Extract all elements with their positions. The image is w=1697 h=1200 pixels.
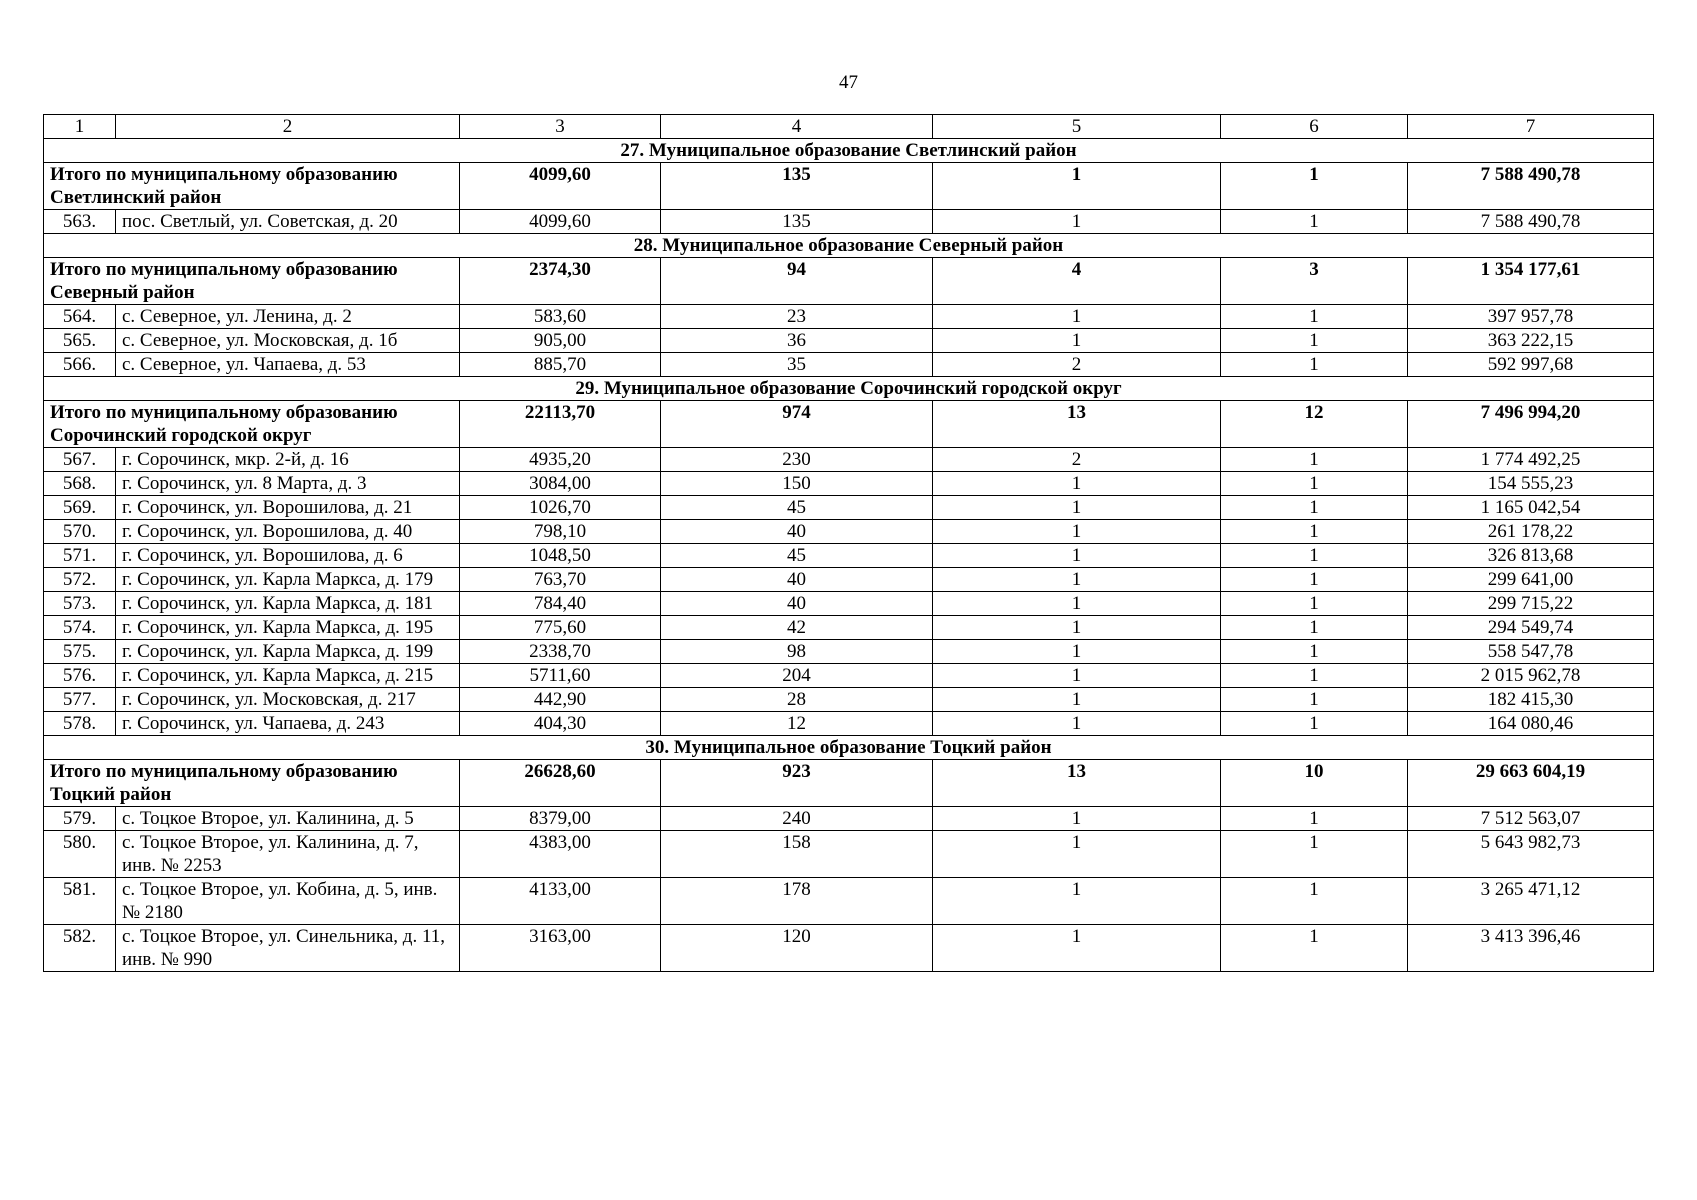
table-row — [44, 496, 1654, 520]
row-c3: 905,00 — [460, 329, 661, 353]
table-row — [44, 210, 1654, 234]
row-address: с. Северное, ул. Чапаева, д. 53 — [116, 353, 460, 377]
row-number: 581. — [44, 878, 116, 925]
table-row — [44, 878, 1654, 925]
row-c6: 1 — [1221, 568, 1408, 592]
total-c6: 1 — [1221, 163, 1408, 210]
row-c4: 98 — [661, 640, 933, 664]
section-title-row — [44, 736, 1654, 760]
row-number: 564. — [44, 305, 116, 329]
row-c7: 3 265 471,12 — [1408, 878, 1654, 925]
row-number: 568. — [44, 472, 116, 496]
section-title: 29. Муниципальное образование Сорочинский городской округ — [44, 377, 1654, 401]
row-number: 571. — [44, 544, 116, 568]
row-c7: 2 015 962,78 — [1408, 664, 1654, 688]
row-number: 565. — [44, 329, 116, 353]
row-c6: 1 — [1221, 329, 1408, 353]
total-c6: 3 — [1221, 258, 1408, 305]
row-address: г. Сорочинск, ул. Карла Маркса, д. 215 — [116, 664, 460, 688]
row-c7: 363 222,15 — [1408, 329, 1654, 353]
row-c7: 7 588 490,78 — [1408, 210, 1654, 234]
row-c4: 40 — [661, 592, 933, 616]
column-header-6: 6 — [1221, 115, 1408, 139]
row-c7: 592 997,68 — [1408, 353, 1654, 377]
row-c7: 5 643 982,73 — [1408, 831, 1654, 878]
row-number: 579. — [44, 807, 116, 831]
total-c7: 29 663 604,19 — [1408, 760, 1654, 807]
row-address: г. Сорочинск, мкр. 2-й, д. 16 — [116, 448, 460, 472]
registry-table-body — [44, 115, 1654, 972]
row-c6: 1 — [1221, 496, 1408, 520]
row-number: 566. — [44, 353, 116, 377]
table-row — [44, 640, 1654, 664]
row-c5: 1 — [933, 664, 1221, 688]
table-row — [44, 472, 1654, 496]
total-c6: 10 — [1221, 760, 1408, 807]
row-c6: 1 — [1221, 831, 1408, 878]
row-address: с. Тоцкое Второе, ул. Калинина, д. 5 — [116, 807, 460, 831]
table-row — [44, 305, 1654, 329]
table-row — [44, 520, 1654, 544]
row-c4: 135 — [661, 210, 933, 234]
total-c4: 135 — [661, 163, 933, 210]
row-c7: 1 774 492,25 — [1408, 448, 1654, 472]
row-c4: 178 — [661, 878, 933, 925]
row-c6: 1 — [1221, 640, 1408, 664]
total-c5: 13 — [933, 401, 1221, 448]
total-c3: 2374,30 — [460, 258, 661, 305]
row-c5: 1 — [933, 305, 1221, 329]
row-c5: 1 — [933, 544, 1221, 568]
column-header-1: 1 — [44, 115, 116, 139]
row-c6: 1 — [1221, 878, 1408, 925]
row-c3: 3084,00 — [460, 472, 661, 496]
row-c3: 5711,60 — [460, 664, 661, 688]
section-total-row — [44, 258, 1654, 305]
table-row — [44, 448, 1654, 472]
row-c3: 775,60 — [460, 616, 661, 640]
row-address: с. Северное, ул. Московская, д. 1б — [116, 329, 460, 353]
total-c3: 4099,60 — [460, 163, 661, 210]
row-address: г. Сорочинск, ул. Карла Маркса, д. 195 — [116, 616, 460, 640]
total-c4: 94 — [661, 258, 933, 305]
row-c6: 1 — [1221, 664, 1408, 688]
total-label: Итого по муниципальному образованию Сорочинский городской округ — [44, 401, 460, 448]
total-label: Итого по муниципальному образованию Светлинский район — [44, 163, 460, 210]
row-c7: 299 641,00 — [1408, 568, 1654, 592]
table-row — [44, 329, 1654, 353]
row-c4: 230 — [661, 448, 933, 472]
section-title: 28. Муниципальное образование Северный район — [44, 234, 1654, 258]
row-c5: 2 — [933, 353, 1221, 377]
row-c3: 2338,70 — [460, 640, 661, 664]
row-c5: 1 — [933, 640, 1221, 664]
row-c6: 1 — [1221, 305, 1408, 329]
total-label: Итого по муниципальному образованию Северный район — [44, 258, 460, 305]
row-c3: 4133,00 — [460, 878, 661, 925]
row-c3: 784,40 — [460, 592, 661, 616]
table-row — [44, 568, 1654, 592]
row-c4: 28 — [661, 688, 933, 712]
row-c3: 1048,50 — [460, 544, 661, 568]
column-header-5: 5 — [933, 115, 1221, 139]
row-address: г. Сорочинск, ул. 8 Марта, д. 3 — [116, 472, 460, 496]
section-title: 30. Муниципальное образование Тоцкий район — [44, 736, 1654, 760]
row-c7: 294 549,74 — [1408, 616, 1654, 640]
column-header-3: 3 — [460, 115, 661, 139]
row-c4: 120 — [661, 925, 933, 972]
row-c6: 1 — [1221, 688, 1408, 712]
row-c3: 4383,00 — [460, 831, 661, 878]
row-number: 572. — [44, 568, 116, 592]
row-c6: 1 — [1221, 925, 1408, 972]
total-c5: 1 — [933, 163, 1221, 210]
row-address: с. Тоцкое Второе, ул. Калинина, д. 7, инв. № 2253 — [116, 831, 460, 878]
column-header-7: 7 — [1408, 115, 1654, 139]
row-c5: 1 — [933, 688, 1221, 712]
row-number: 563. — [44, 210, 116, 234]
page-number: 47 — [839, 72, 858, 93]
row-address: г. Сорочинск, ул. Ворошилова, д. 6 — [116, 544, 460, 568]
row-c4: 35 — [661, 353, 933, 377]
row-c5: 1 — [933, 925, 1221, 972]
row-c6: 1 — [1221, 592, 1408, 616]
row-c5: 1 — [933, 616, 1221, 640]
total-c4: 923 — [661, 760, 933, 807]
row-c7: 3 413 396,46 — [1408, 925, 1654, 972]
row-c5: 1 — [933, 329, 1221, 353]
total-c5: 13 — [933, 760, 1221, 807]
table-row — [44, 807, 1654, 831]
row-c5: 1 — [933, 878, 1221, 925]
row-c4: 45 — [661, 496, 933, 520]
row-c4: 23 — [661, 305, 933, 329]
row-c4: 36 — [661, 329, 933, 353]
row-c7: 299 715,22 — [1408, 592, 1654, 616]
row-address: г. Сорочинск, ул. Карла Маркса, д. 199 — [116, 640, 460, 664]
row-c6: 1 — [1221, 520, 1408, 544]
row-number: 576. — [44, 664, 116, 688]
section-total-row — [44, 401, 1654, 448]
table-row — [44, 688, 1654, 712]
row-c5: 1 — [933, 592, 1221, 616]
total-label: Итого по муниципальному образованию Тоцкий район — [44, 760, 460, 807]
row-address: с. Северное, ул. Ленина, д. 2 — [116, 305, 460, 329]
section-title-row — [44, 139, 1654, 163]
row-c6: 1 — [1221, 472, 1408, 496]
row-number: 575. — [44, 640, 116, 664]
column-header-4: 4 — [661, 115, 933, 139]
row-c4: 158 — [661, 831, 933, 878]
table-row — [44, 712, 1654, 736]
row-number: 574. — [44, 616, 116, 640]
row-address: г. Сорочинск, ул. Карла Маркса, д. 181 — [116, 592, 460, 616]
row-c4: 204 — [661, 664, 933, 688]
total-c4: 974 — [661, 401, 933, 448]
row-c3: 8379,00 — [460, 807, 661, 831]
section-title-row — [44, 377, 1654, 401]
row-c7: 182 415,30 — [1408, 688, 1654, 712]
row-c3: 583,60 — [460, 305, 661, 329]
row-c3: 885,70 — [460, 353, 661, 377]
section-total-row — [44, 760, 1654, 807]
row-c5: 2 — [933, 448, 1221, 472]
row-number: 578. — [44, 712, 116, 736]
row-c3: 4099,60 — [460, 210, 661, 234]
row-address: г. Сорочинск, ул. Московская, д. 217 — [116, 688, 460, 712]
row-c6: 1 — [1221, 210, 1408, 234]
row-c7: 154 555,23 — [1408, 472, 1654, 496]
row-c5: 1 — [933, 807, 1221, 831]
row-c3: 3163,00 — [460, 925, 661, 972]
row-address: г. Сорочинск, ул. Чапаева, д. 243 — [116, 712, 460, 736]
total-c7: 1 354 177,61 — [1408, 258, 1654, 305]
total-c6: 12 — [1221, 401, 1408, 448]
row-c4: 240 — [661, 807, 933, 831]
table-row — [44, 592, 1654, 616]
row-c5: 1 — [933, 520, 1221, 544]
table-row — [44, 616, 1654, 640]
row-c5: 1 — [933, 472, 1221, 496]
row-address: пос. Светлый, ул. Советская, д. 20 — [116, 210, 460, 234]
row-c3: 1026,70 — [460, 496, 661, 520]
total-c3: 22113,70 — [460, 401, 661, 448]
table-row — [44, 664, 1654, 688]
table-row — [44, 831, 1654, 878]
row-c6: 1 — [1221, 544, 1408, 568]
row-number: 577. — [44, 688, 116, 712]
row-c7: 558 547,78 — [1408, 640, 1654, 664]
row-number: 580. — [44, 831, 116, 878]
total-c7: 7 588 490,78 — [1408, 163, 1654, 210]
table-row — [44, 353, 1654, 377]
row-number: 570. — [44, 520, 116, 544]
row-address: с. Тоцкое Второе, ул. Синельника, д. 11, инв. № 990 — [116, 925, 460, 972]
row-c3: 4935,20 — [460, 448, 661, 472]
row-c3: 442,90 — [460, 688, 661, 712]
row-c7: 326 813,68 — [1408, 544, 1654, 568]
row-c7: 261 178,22 — [1408, 520, 1654, 544]
row-address: с. Тоцкое Второе, ул. Кобина, д. 5, инв. № 2180 — [116, 878, 460, 925]
total-c5: 4 — [933, 258, 1221, 305]
section-total-row — [44, 163, 1654, 210]
row-c5: 1 — [933, 831, 1221, 878]
row-c4: 40 — [661, 568, 933, 592]
row-c6: 1 — [1221, 807, 1408, 831]
row-c5: 1 — [933, 712, 1221, 736]
registry-table — [43, 114, 1654, 972]
row-c7: 7 512 563,07 — [1408, 807, 1654, 831]
row-c3: 404,30 — [460, 712, 661, 736]
column-header-2: 2 — [116, 115, 460, 139]
row-c7: 1 165 042,54 — [1408, 496, 1654, 520]
row-c6: 1 — [1221, 616, 1408, 640]
row-c7: 397 957,78 — [1408, 305, 1654, 329]
total-c3: 26628,60 — [460, 760, 661, 807]
row-c4: 150 — [661, 472, 933, 496]
row-c4: 12 — [661, 712, 933, 736]
section-title: 27. Муниципальное образование Светлинский район — [44, 139, 1654, 163]
row-address: г. Сорочинск, ул. Ворошилова, д. 21 — [116, 496, 460, 520]
table-row — [44, 925, 1654, 972]
row-c4: 45 — [661, 544, 933, 568]
column-number-row — [44, 115, 1654, 139]
row-number: 567. — [44, 448, 116, 472]
table-row — [44, 544, 1654, 568]
row-address: г. Сорочинск, ул. Карла Маркса, д. 179 — [116, 568, 460, 592]
row-c5: 1 — [933, 568, 1221, 592]
row-c3: 763,70 — [460, 568, 661, 592]
row-c7: 164 080,46 — [1408, 712, 1654, 736]
row-address: г. Сорочинск, ул. Ворошилова, д. 40 — [116, 520, 460, 544]
total-c7: 7 496 994,20 — [1408, 401, 1654, 448]
section-title-row — [44, 234, 1654, 258]
row-c6: 1 — [1221, 448, 1408, 472]
row-number: 573. — [44, 592, 116, 616]
row-c5: 1 — [933, 496, 1221, 520]
row-number: 569. — [44, 496, 116, 520]
row-c4: 40 — [661, 520, 933, 544]
row-number: 582. — [44, 925, 116, 972]
row-c4: 42 — [661, 616, 933, 640]
row-c5: 1 — [933, 210, 1221, 234]
row-c3: 798,10 — [460, 520, 661, 544]
row-c6: 1 — [1221, 353, 1408, 377]
row-c6: 1 — [1221, 712, 1408, 736]
